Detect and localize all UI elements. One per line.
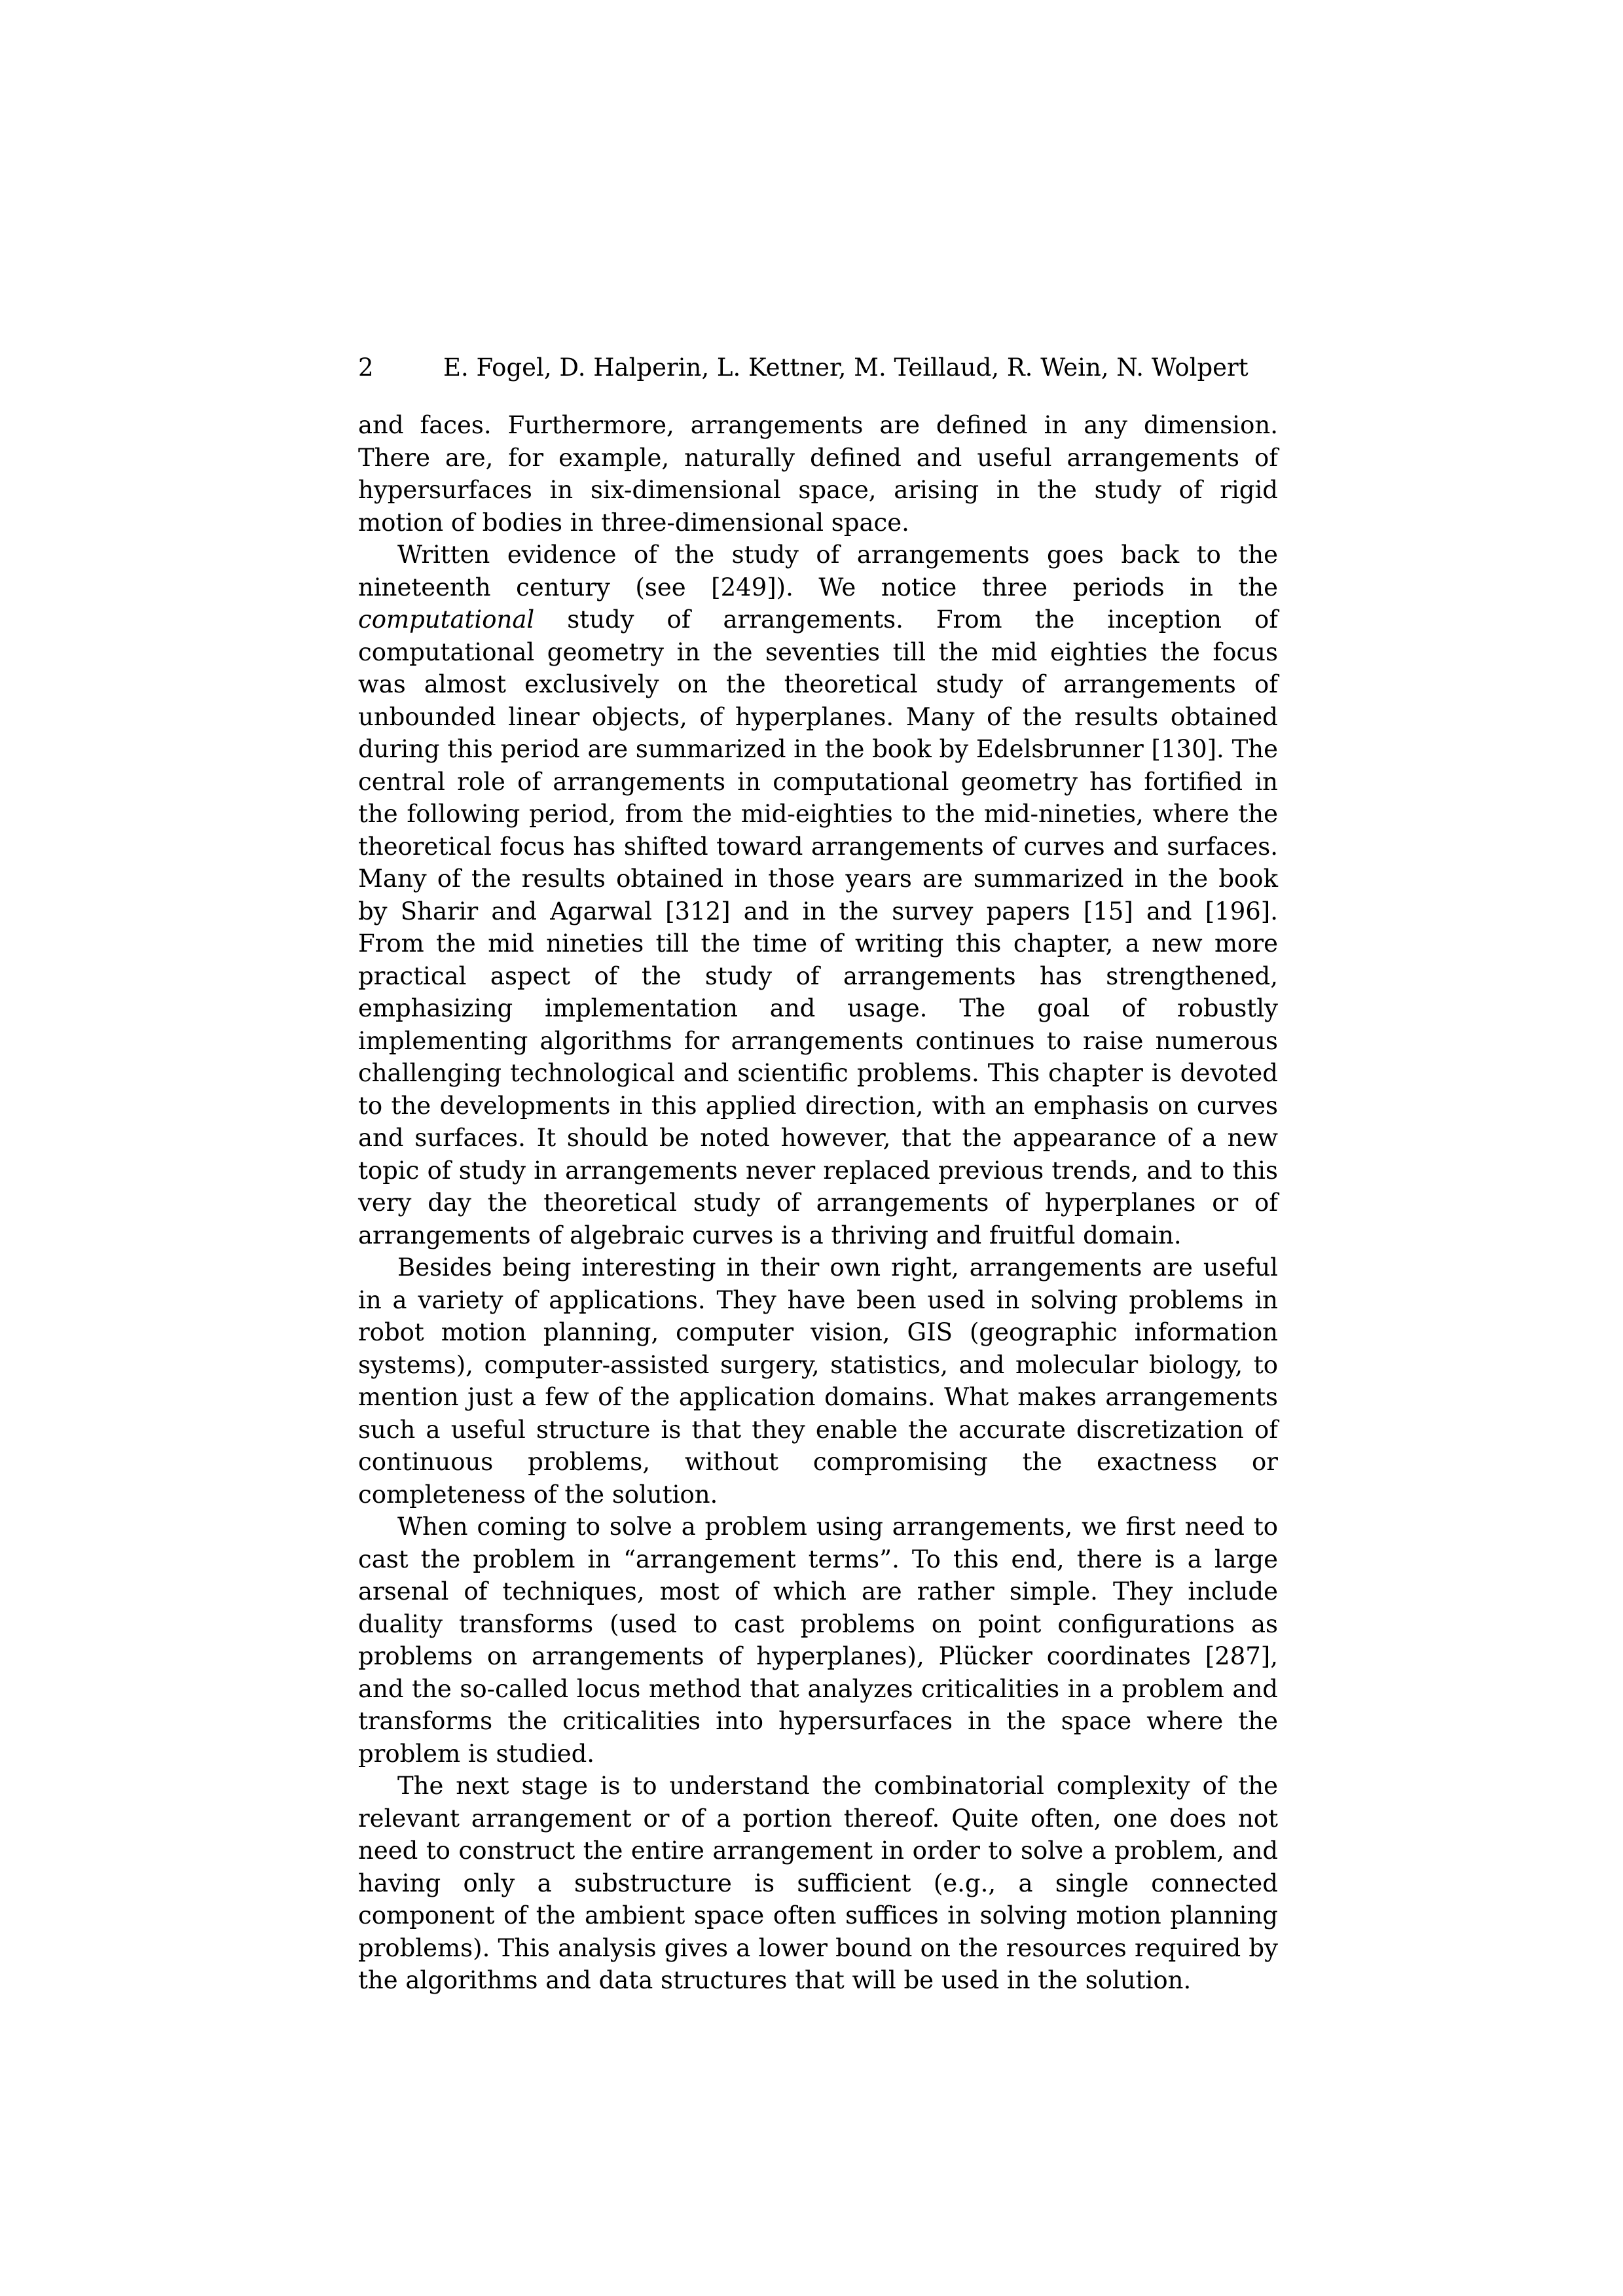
paragraph-3: Besides being interesting in their own right, arrangements are useful in a variety of applications. They have been used in solving problems in robot motion planning, computer vision, GIS (geographic information systems), computer-assisted surgery, statistics, and molecular biology, to mention just a few of the application domains. What makes arrangements such a useful structure is that they enable the accurate discretization of continuous problems, without compromising the exactness or completeness of the solution. xyxy=(358,1253,1278,1509)
body-text xyxy=(358,409,1278,1997)
running-head xyxy=(358,348,1278,387)
page-number: 2 xyxy=(358,353,374,382)
paragraph-5: The next stage is to understand the combinatorial complexity of the relevant arrangement or of a portion thereof. Quite often, one does not need to construct the entire arrangement in order to solve a problem, and having only a substructure is sufficient (e.g., a single connected component of the ambient space often suffices in solving motion planning problems). This analysis gives a lower bound on the resources required by the algorithms and data structures that will be used in the solution. xyxy=(358,1772,1278,1994)
author-list: E. Fogel, D. Halperin, L. Kettner, M. Teillaud, R. Wein, N. Wolpert xyxy=(443,353,1249,382)
paragraph-2 xyxy=(358,539,1278,1251)
paragraph-4: When coming to solve a problem using arrangements, we first need to cast the problem in “arrangement terms”. To this end, there is a large arsenal of techniques, most of which are rather simple. They include duality transforms (used to cast problems on point configurations as problems on arrangements of hyperplanes), Plücker coordinates [287], and the so-called locus method that analyzes criticalities in a problem and transforms the criticalities into hypersurfaces in the space where the problem is studied. xyxy=(358,1513,1278,1768)
emphasis-computational: computational xyxy=(358,605,535,634)
paragraph-2-text-a: Written evidence of the study of arrangements goes back to the nineteenth century (see [249]). We notice three periods in the xyxy=(358,541,1278,601)
paragraph-2-text-b: study of arrangements. From the inception of computational geometry in the seventies till the mid eighties the focus was almost exclusively on the theoretical study of arrangements of unbounded linear objects, of hyperplanes. Many of the results obtained during this period are summarized in the book by Edelsbrunner [130]. The central role of arrangements in computational geometry has fortified in the following period, from the mid-eighties to the mid-nineties, where the theoretical focus has shifted toward arrangements of curves and surfaces. Many of the results obtained in those years are summarized in the book by Sharir and Agarwal [312] and in the survey papers [15] and [196]. From the mid nineties till the time of writing this chapter, a new more practical aspect of the study of arrangements has strengthened, emphasizing implementation and usage. The goal of robustly implementing algorithms for arrangements continues to raise numerous challenging technological and scientific problems. This chapter is devoted to the developments in this applied direction, with an emphasis on curves and surfaces. It should be noted however, that the appearance of a new topic of study in arrangements never replaced previous trends, and to this very day the theoretical study of arrangements of hyperplanes or of arrangements of algebraic curves is a thriving and fruitful domain. xyxy=(358,605,1278,1249)
paragraph-1: and faces. Furthermore, arrangements are defined in any dimension. There are, for example, naturally defined and useful arrangements of hypersurfaces in six-dimensional space, arising in the study of rigid motion of bodies in three-dimensional space. xyxy=(358,411,1278,537)
